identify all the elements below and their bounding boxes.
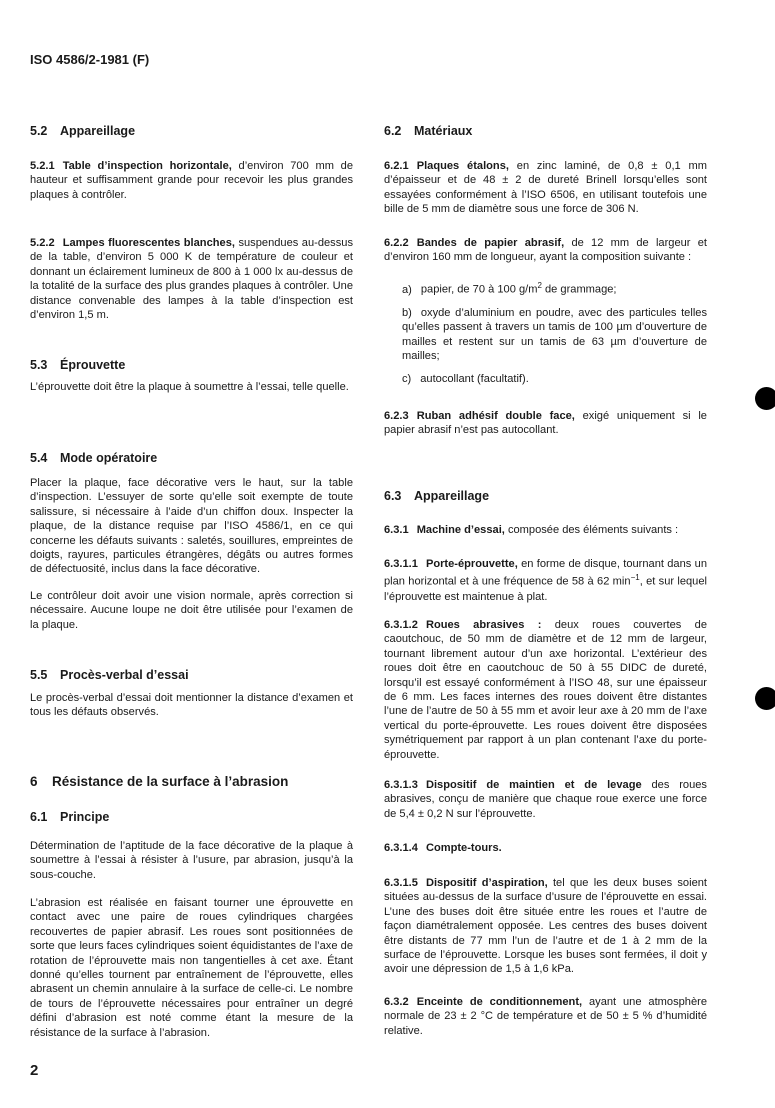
paragraph-6-2-2: 6.2.2 Bandes de papier abrasif, de 12 mm de largeur et d’environ 160 mm de longueur, ayant la composition suivante : <box>384 237 707 264</box>
paragraph-6-3-1-5: 6.3.1.5 Dispositif d’aspiration, tel que les deux buses soient situées au-dessus de la surface d’usure de l’éprouvette en essai. L’une des buses doit être située entre les roues et l’autre de façon diamétralement opposée. Les centres des buses doivent être distants de 77 mm l’un de l’autre et de 1 à 2 mm de la surface de l’éprouvette. Lorsque les buses sont fermées, il doit y avoir une dépression de 1,5 à 1,6 kPa. <box>384 877 707 976</box>
paragraph-6-3-1-2: 6.3.1.2 Roues abrasives : deux roues couvertes de caoutchouc, de 50 mm de diamètre et de 12 mm de largeur, tournant librement autour d’un axe horizontal. L’extérieur des roues doit être en caoutchouc de 50 à 55 DIDC de dureté, lorsqu’il est essayé conformément à l’ISO 48, sur une épaisseur de 6 mm. Les faces internes des roues doivent être distantes l’une de l’autre de 50 à 55 mm et avoir leur axe à 20 mm de l’axe vertical du porte-éprouvette. Les roues doivent être disposées symétriquement par rapport à un plan contenant l’axe du porte-éprouvette. <box>384 619 707 761</box>
section-6-1-heading: 6.1 Principe <box>30 810 110 824</box>
page-number: 2 <box>30 1062 39 1079</box>
paragraph-6-2-3: 6.2.3 Ruban adhésif double face, exigé uniquement si le papier abrasif n’est pas autocollant. <box>384 410 707 437</box>
paragraph-6-2-1: 6.2.1 Plaques étalons, en zinc laminé, de 0,8 ± 0,1 mm d’épaisseur et de 48 ± 2 de dureté Brinell lorsqu’elles sont essayées conformément à l’ISO 6506, en utilisant toutefois une bille de 5 mm de diamètre sous une force de 306 N. <box>384 160 707 216</box>
paragraph-5-5: Le procès-verbal d’essai doit mentionner la distance d’examen et tous les défauts observés. <box>30 692 353 719</box>
paragraph-5-4-b: Le contrôleur doit avoir une vision normale, après correction si nécessaire. Aucune loupe ne doit être utilisée pour l’examen de la plaque. <box>30 590 353 631</box>
paragraph-6-3-1-3: 6.3.1.3 Dispositif de maintien et de levage des roues abrasives, conçu de manière que chaque roue exerce une force de 5,4 ± 0,2 N sur l’éprouvette. <box>384 779 707 820</box>
paragraph-6-3-2: 6.3.2 Enceinte de conditionnement, ayant une atmosphère normale de 23 ± 2 °C de température et de 50 ± 5 % d’humidité relative. <box>384 996 707 1037</box>
section-5-2-heading: 5.2 Appareillage <box>30 124 136 138</box>
section-6-3-heading: 6.3 Appareillage <box>384 489 490 503</box>
paragraph-6-3-1-1: 6.3.1.1 Porte-éprouvette, en forme de disque, tournant dans un plan horizontal et à une fréquence de 58 à 62 $\min^{-1}$, et sur lequel l’éprouvette est maintenue à plat. <box>384 558 707 603</box>
margin-change-marker-icon <box>755 387 775 410</box>
list-item-c: c) autocollant (facultatif). <box>402 373 529 385</box>
paragraph-5-2-1: 5.2.1 Table d’inspection horizontale, d’environ 700 mm de hauteur et suffisamment grande pour recevoir les plus grandes plaques à contrôler. <box>30 160 353 201</box>
list-item-a: a) papier, de 70 à 100 $g/m^2$ de grammage; <box>402 281 617 296</box>
paragraph-6-1-b: L’abrasion est réalisée en faisant tourner une éprouvette en contact avec une paire de roues cylindriques chargées recouvertes de papier abrasif. Les roues sont positionnées de sorte que leurs faces cylindriques soient équidistantes de l’axe de rotation de l’éprouvette mais non tangentielles à cet axe. Étant donné qu’elles tournent par entraînement de l’éprouvette, elles abrasent un chemin annulaire à la surface de celle-ci. Le nombre de tours de l’éprouvette nécessaires pour entraîner un degré défini d’abrasion est noté comme étant la mesure de la résistance de la surface à l’abrasion. <box>30 897 353 1039</box>
section-5-3-heading: 5.3 Éprouvette <box>30 358 126 372</box>
paragraph-6-3-1: 6.3.1 Machine d’essai, composée des éléments suivants : <box>384 524 679 536</box>
paragraph-5-2-2: 5.2.2 Lampes fluorescentes blanches, suspendues au-dessus de la table, d’environ 5 000 K de température de couleur et donnant un éclairement lumineux de 800 à 1 000 lx au-dessus de la totalité de la surface des plus grandes plaques à contrôler. Une distance convenable des lampes à la table d’inspection est d’environ 1,5 m. <box>30 237 353 322</box>
paragraph-6-1-a: Détermination de l’aptitude de la face décorative de la plaque à soumettre à l’essai à résister à l’usure, par abrasion, jusqu’à la sous-couche. <box>30 840 353 881</box>
paragraph-5-3: L’éprouvette doit être la plaque à soumettre à l’essai, telle quelle. <box>30 381 349 393</box>
section-5-4-heading: 5.4 Mode opératoire <box>30 451 158 465</box>
paragraph-5-4-a: Placer la plaque, face décorative vers le haut, sur la table d’inspection. L’essuyer de sorte qu’elle soit exempte de toute salissure, si nécessaire à l’aide d’un chiffon doux. Inspecter la plaque, de la distance requise par l’ISO 4586/1, en ce qui concerne les défauts suivants : saletés, souillures, empreintes de doigts, rayures, particules étrangères, dégâts ou autres formes de défectuosité, inclus dans la face décorative. <box>30 477 353 576</box>
section-6-2-heading: 6.2 Matériaux <box>384 124 473 138</box>
section-6-heading: 6 Résistance de la surface à l’abrasion <box>30 774 289 789</box>
list-item-b: b) oxyde d’aluminium en poudre, avec des particules telles qu’elles passent à travers un tamis de 100 µm d’ouverture de mailles et restent sur un tamis de 63 µm d’ouverture de mailles; <box>402 307 707 363</box>
margin-change-marker-icon <box>755 687 775 710</box>
document-header: ISO 4586/2-1981 (F) <box>30 52 150 67</box>
section-5-5-heading: 5.5 Procès-verbal d’essai <box>30 668 189 682</box>
paragraph-6-3-1-4: 6.3.1.4 Compte-tours. <box>384 842 502 854</box>
